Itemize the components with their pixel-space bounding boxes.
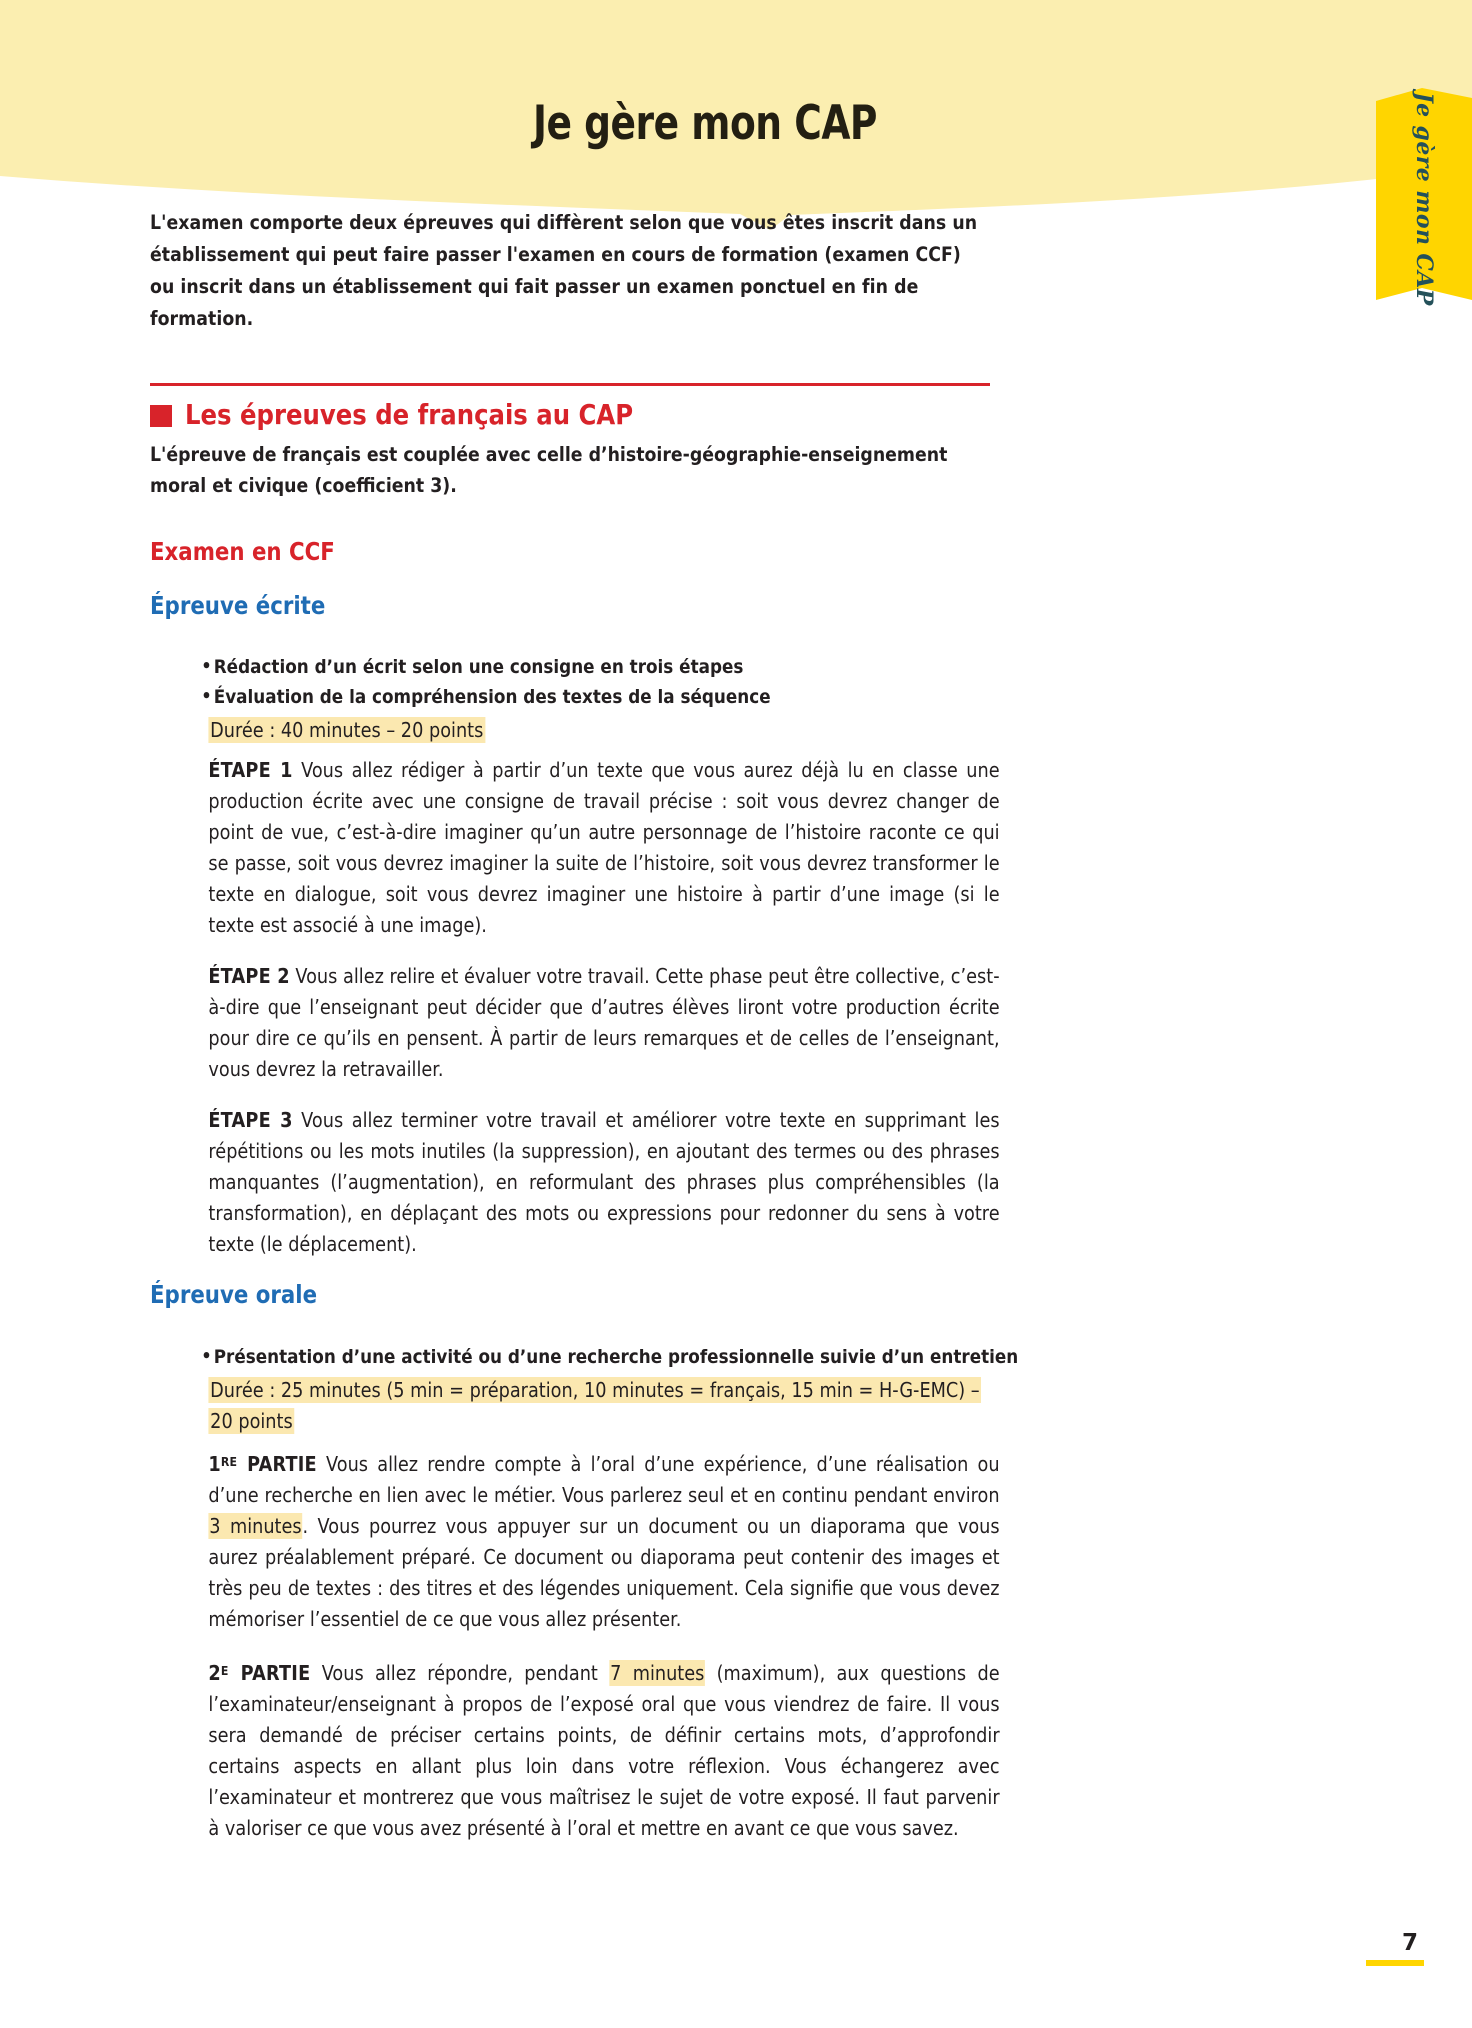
- etape-2-label: ÉTAPE 2: [208, 964, 290, 989]
- partie-1-label: 1RE PARTIE: [208, 1451, 317, 1476]
- folio-accent-bar: [1366, 1960, 1424, 1966]
- orale-duration-highlight: Durée : 25 minutes (5 min = préparation, 10 minutes = français, 15 min = H-G-EMC) – 20 points: [210, 1377, 980, 1433]
- page-content: [150, 0, 1019, 1864]
- heading-examen-ccf: Examen en CCF: [150, 537, 335, 566]
- section-subtitle: L'épreuve de français est couplée avec celle d’histoire-géographie-enseignement moral et civique (coefficient 3).: [150, 443, 948, 497]
- section-divider-rule: [150, 383, 990, 386]
- orale-duration-line: [150, 1375, 1000, 1437]
- page-title: Je gère mon CAP: [532, 96, 878, 151]
- orale-bullet-list: [150, 1342, 1019, 1372]
- list-item: • Présentation d’une activité ou d’une recherche professionnelle suivie d’un entretien: [150, 1342, 991, 1372]
- heading-epreuve-orale: Épreuve orale: [150, 1280, 318, 1310]
- etape-3-label: ÉTAPE 3: [208, 1108, 293, 1133]
- list-item: • Évaluation de la compréhension des textes de la séquence: [150, 682, 991, 712]
- partie-1-paragraph: [150, 1446, 1000, 1635]
- red-square-bullet-icon: [150, 405, 172, 427]
- etape-2-paragraph: [150, 961, 1000, 1085]
- intro-paragraph: L'examen comporte deux épreuves qui diffèrent selon que vous êtes inscrit dans un établissement qui peut faire passer l'examen en cours de formation (examen CCF) ou inscrit dans un établissement qui fait passer un examen ponctuel en fin de formation.: [150, 211, 978, 330]
- etape-1-text: Vous allez rédiger à partir d’un texte que vous aurez déjà lu en classe une production écrite avec une consigne de travail précise : soit vous devrez changer de point de vue, c’est-à-dire imaginer qu’un autre personnage de l’histoire raconte ce qui se passe, soit vous devrez imaginer la suite de l’histoire, soit vous devrez transformer le texte en dialogue, soit vous devrez imaginer une histoire à partir d’une image (si le texte est associé à une image).: [208, 758, 1000, 938]
- ecrite-duration-highlight: Durée : 40 minutes – 20 points: [210, 718, 484, 743]
- ecrite-bullet-list: [150, 652, 990, 712]
- partie-2-label: $2^E$ PARTIE: [208, 1661, 311, 1686]
- page-folio: [1366, 1932, 1424, 1966]
- section-heading-text: Les épreuves de français au CAP: [185, 398, 634, 431]
- etape-2-text: Vous allez relire et évaluer votre travail. Cette phase peut être collective, c’est-à-dire que l’enseignant peut décider que d’autres élèves liront votre production écrite pour dire ce qu’ils en pensent. À partir de leurs remarques et de celles de l’enseignant, vous devrez la retravailler.: [208, 964, 1000, 1082]
- etape-1-paragraph: [150, 755, 1000, 941]
- ecrite-duration-line: [150, 715, 1000, 746]
- etape-3-paragraph: [150, 1105, 1000, 1260]
- side-thumb-tab: [1376, 88, 1472, 306]
- etape-3-text: Vous allez terminer votre travail et améliorer votre texte en supprimant les répétitions ou les mots inutiles (la suppression), en ajoutant des termes ou des phrases manquantes (l’augmentation), en reformulant des phrases plus compréhensibles (la transformation), en déplaçant des mots ou expressions pour redonner du sens à votre texte (le déplacement).: [208, 1108, 1000, 1257]
- list-item: • Rédaction d’un écrit selon une consigne en trois étapes: [150, 652, 991, 682]
- partie-2-highlight: 7 minutes: [610, 1661, 705, 1686]
- etape-1-label: ÉTAPE 1: [208, 758, 293, 783]
- heading-epreuve-ecrite: Épreuve écrite: [150, 590, 326, 620]
- partie-1-text-before: Vous allez rendre compte à l’oral d’une expérience, d’une réalisation ou d’une recherche en lien avec le métier. Vous parlerez seul et en continu pendant environ: [208, 1451, 1000, 1507]
- section-header: [150, 398, 990, 431]
- partie-2-text-after: (maximum), aux questions de l’examinateur/enseignant à propos de l’exposé oral que vous viendrez de faire. Il vous sera demandé de préciser certains points, de définir certains mots, d’approfondir certains aspects en allant plus loin dans votre réflexion. Vous échangerez avec l’examinateur et montrerez que vous maîtrisez le sujet de votre exposé. Il faut parvenir à valoriser ce que vous avez présenté à l’oral et mettre en avant ce que vous savez.: [208, 1661, 1000, 1841]
- partie-2-paragraph: [150, 1655, 1000, 1844]
- page-number: 7: [1401, 1930, 1418, 1956]
- side-tab-label: Je gère mon CAP: [1411, 92, 1437, 306]
- partie-1-highlight: 3 minutes: [209, 1513, 302, 1538]
- partie-2-text-before: Vous allez répondre, pendant: [321, 1661, 610, 1686]
- partie-1-text-after: . Vous pourrez vous appuyer sur un document ou un diaporama que vous aurez préalablement préparé. Ce document ou diaporama peut contenir des images et très peu de textes : des titres et des légendes uniquement. Cela signifie que vous devez mémoriser l’essentiel de ce que vous allez présenter.: [208, 1513, 1000, 1631]
